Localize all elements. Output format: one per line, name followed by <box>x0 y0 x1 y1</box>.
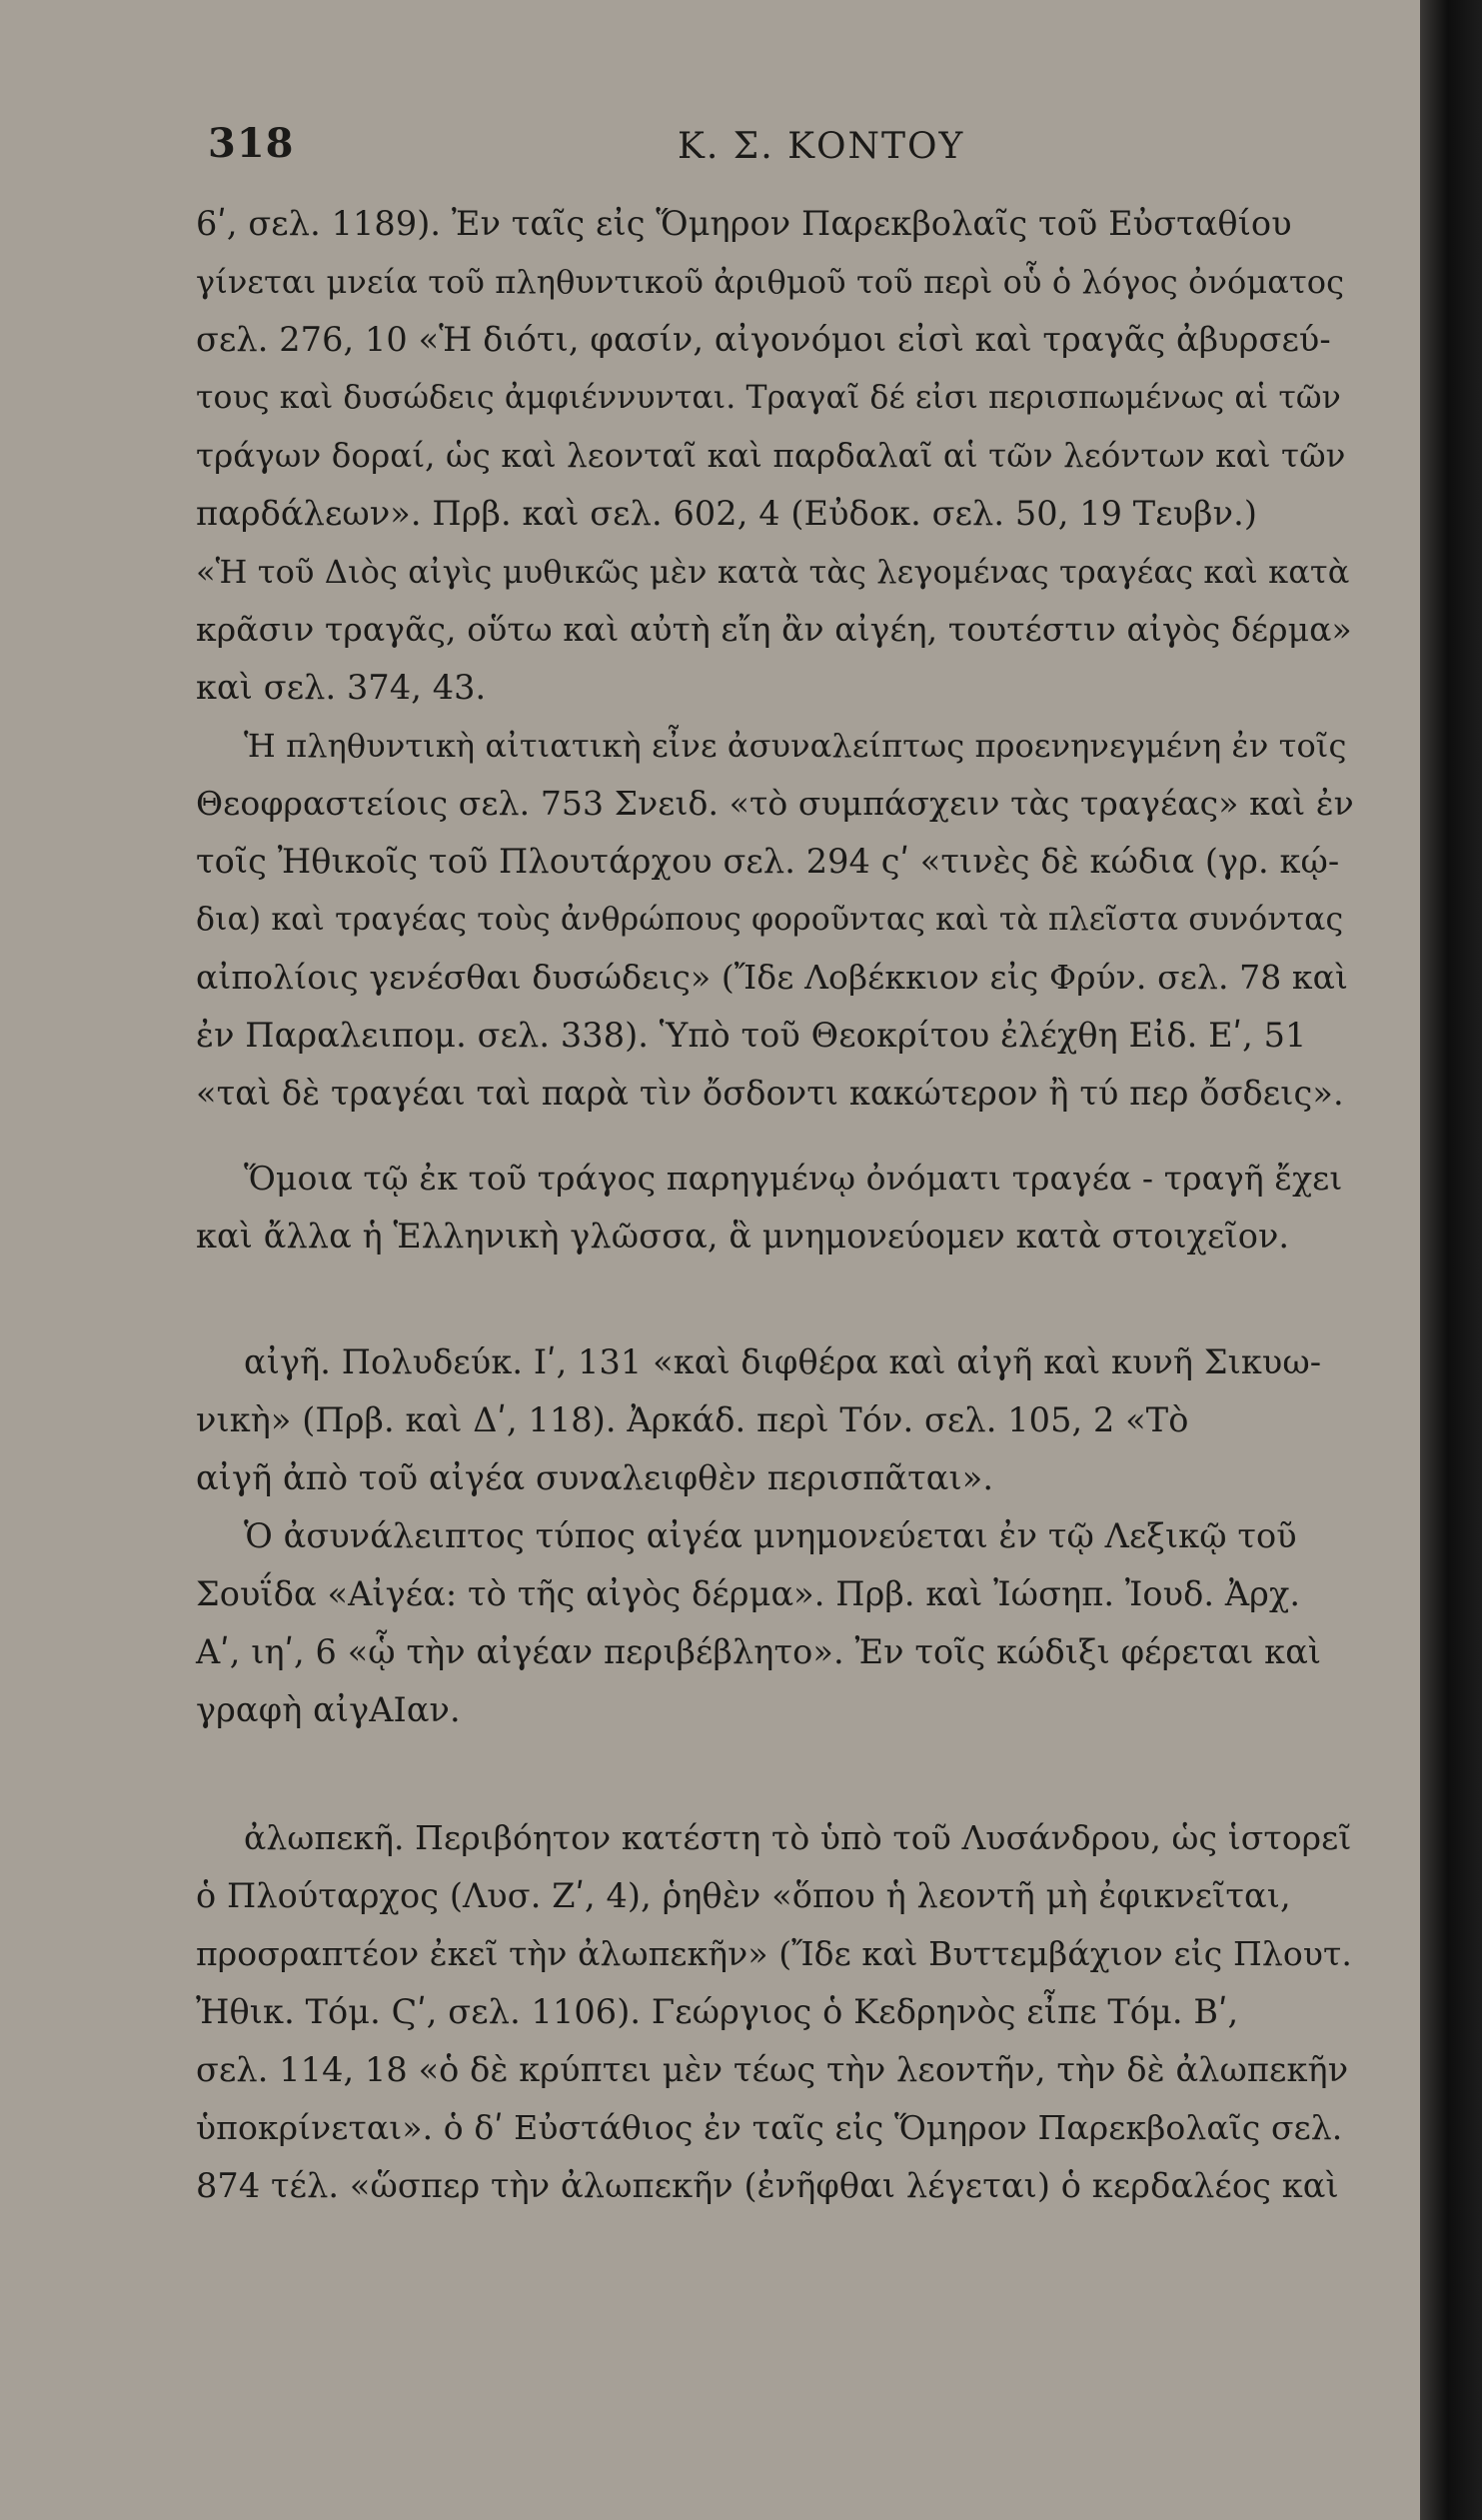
text-line: σελ. 114, 18 «ὁ δὲ κρύπτει μὲν τέως τὴν λεοντῆν, τὴν δὲ ἀλωπεκῆν <box>196 2050 1349 2089</box>
paragraph-tragea <box>196 195 1355 1123</box>
text-line: 874 τέλ. «ὥσπερ τὴν ἀλωπεκῆν (ἐνῆφθαι λέγεται) ὁ κερδαλέος καὶ <box>196 2166 1339 2205</box>
text-line: ἀλωπεκῆ. Περιβόητον κατέστη τὸ ὑπὸ τοῦ Λυσάνδρου, ὡς ἱστορεῖ <box>244 1818 1352 1857</box>
text-line: 6ʹ, σελ. 1189). Ἐν ταῖς εἰς Ὅμηρον Παρεκβολαῖς τοῦ Εὐσταθίου <box>196 204 1292 243</box>
paragraph-similar-words <box>196 1150 1355 1265</box>
text-line: γραφὴ αἰγΑΙαν. <box>196 1690 461 1729</box>
text-line: νικὴ» (Πρβ. καὶ Δʹ, 118). Ἀρκάδ. περὶ Τόν. σελ. 105, 2 «Τὸ <box>196 1400 1189 1439</box>
text-line: παρδάλεων». Πρβ. καὶ σελ. 602, 4 (Εὐδοκ. σελ. 50, 19 Τευβν.) <box>196 494 1257 533</box>
text-line: Θεοφραστείοις σελ. 753 Σνειδ. «τὸ συμπάσχειν τὰς τραγέας» καὶ ἐν <box>196 784 1354 823</box>
text-line: ἐν Παραλειπομ. σελ. 338). Ὑπὸ τοῦ Θεοκρίτου ἐλέχθη Εἰδ. Εʹ, 51 <box>196 1016 1307 1055</box>
text-line: «Ἡ τοῦ Διὸς αἰγὶς μυθικῶς μὲν κατὰ τὰς λεγομένας τραγέας καὶ κατὰ <box>196 553 1350 591</box>
text-line: Ἠθικ. Τόμ. Ϛʹ, σελ. 1106). Γεώργιος ὁ Κεδρηνὸς εἶπε Τόμ. Βʹ, <box>196 1992 1239 2031</box>
text-line: προσραπτέον ἐκεῖ τὴν ἀλωπεκῆν» (Ἴδε καὶ Βυττεμβάχιον εἰς Πλουτ. <box>196 1934 1352 1973</box>
text-line: «ταὶ δὲ τραγέαι ταὶ παρὰ τὶν ὄσδοντι κακώτερον ἢ τύ περ ὄσδεις». <box>196 1074 1344 1113</box>
text-line: ὑποκρίνεται». ὁ δʹ Εὐστάθιος ἐν ταῖς εἰς Ὅμηρον Παρεκβολαῖς σελ. <box>196 2108 1343 2147</box>
text-line: κρᾶσιν τραγᾶς, οὕτω καὶ αὐτὴ εἴη ἂν αἰγέη, τουτέστιν αἰγὸς δέρμα» <box>196 610 1352 649</box>
text-line: γίνεται μνεία τοῦ πληθυντικοῦ ἀριθμοῦ τοῦ περὶ οὗ ὁ λόγος ὀνόματος <box>196 263 1345 301</box>
text-line: ὁ Πλούταρχος (Λυσ. Ζʹ, 4), ῥηθὲν «ὅπου ἡ λεοντῆ μὴ ἐφικνεῖται, <box>196 1876 1291 1915</box>
text-line: τους καὶ δυσώδεις ἀμφιέννυνται. Τραγαῖ δέ εἰσι περισπωμένως αἱ τῶν <box>196 380 1341 416</box>
text-line: αἰπολίοις γενέσθαι δυσώδεις» (Ἴδε Λοβέκκιον εἰς Φρύν. σελ. 78 καὶ <box>196 958 1349 997</box>
text-line: καὶ ἄλλα ἡ Ἑλληνικὴ γλῶσσα, ἃ μνημονεύομεν κατὰ στοιχεῖον. <box>196 1217 1290 1256</box>
text-line: Σουΐδα «Αἰγέα: τὸ τῆς αἰγὸς δέρμα». Πρβ. καὶ Ἰώσηπ. Ἰουδ. Ἀρχ. <box>196 1574 1301 1613</box>
running-head: Κ. Σ. ΚΟΝΤΟΥ <box>678 126 965 167</box>
text-line: Αʹ, ιηʹ, 6 «ᾧ τὴν αἰγέαν περιβέβλητο». Ἐν τοῖς κώδιξι φέρεται καὶ <box>196 1632 1322 1671</box>
text-line: καὶ σελ. 374, 43. <box>196 668 487 707</box>
text-line: Ἡ πληθυντικὴ αἰτιατικὴ εἶνε ἀσυναλείπτως προενηνεγμένη ἐν τοῖς <box>244 727 1347 765</box>
text-line: δια) καὶ τραγέας τοὺς ἀνθρώπους φοροῦντας καὶ τὰ πλεῖστα συνόντας <box>196 902 1344 938</box>
page-number: 318 <box>208 120 295 167</box>
text-line: αἰγῆ ἀπὸ τοῦ αἰγέα συναλειφθὲν περισπᾶται». <box>196 1458 994 1497</box>
entry-alopeke <box>196 1809 1355 2215</box>
text-line: τοῖς Ἠθικοῖς τοῦ Πλουτάρχου σελ. 294 ςʹ «τινὲς δὲ κώδια (γρ. κῴ- <box>196 842 1340 881</box>
text-line: αἰγῆ. Πολυδεύκ. Ιʹ, 131 «καὶ διφθέρα καὶ αἰγῆ καὶ κυνῆ Σικυω- <box>244 1342 1322 1381</box>
text-line: Ὅμοια τῷ ἐκ τοῦ τράγος παρηγμένῳ ὀνόματι τραγέα - τραγῆ ἔχει <box>244 1159 1343 1198</box>
page-edge-shadow <box>1420 0 1482 2520</box>
text-line: τράγων δοραί, ὡς καὶ λεονταῖ καὶ παρδαλαῖ αἱ τῶν λεόντων καὶ τῶν <box>196 437 1346 475</box>
text-line: σελ. 276, 10 «Ἡ διότι, φασίν, αἰγονόμοι εἰσὶ καὶ τραγᾶς ἀβυρσεύ- <box>196 320 1331 359</box>
entry-aige <box>196 1333 1355 1739</box>
page-header <box>208 120 1327 180</box>
text-line: Ὁ ἀσυνάλειπτος τύπος αἰγέα μνημονεύεται ἐν τῷ Λεξικῷ τοῦ <box>244 1516 1297 1555</box>
